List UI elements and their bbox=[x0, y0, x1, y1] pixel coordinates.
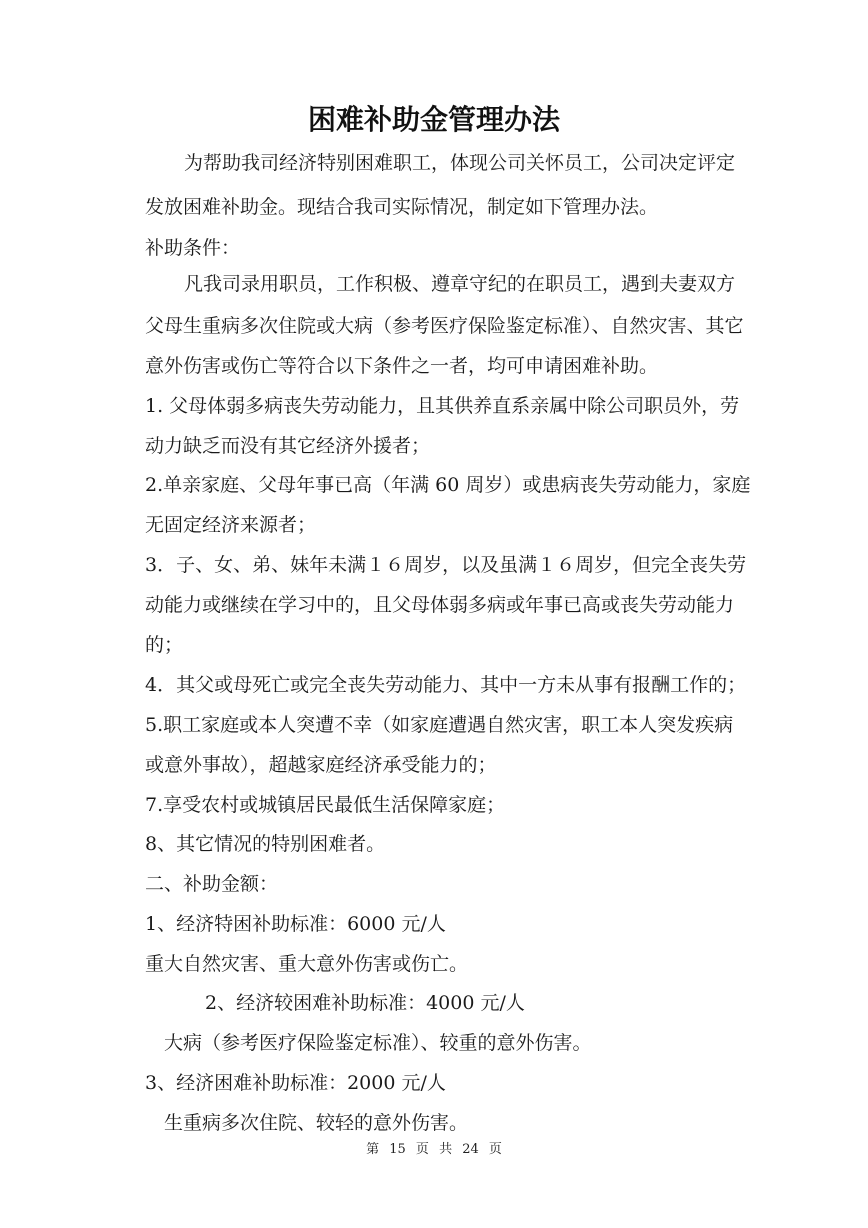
paragraph-line: 意外伤害或伤亡等符合以下条件之一者，均可申请困难补助。 bbox=[145, 355, 659, 377]
paragraph-line: 父母生重病多次住院或大病（参考医疗保险鉴定标准）、自然灾害、其它 bbox=[145, 315, 744, 337]
footer-total-prefix: 共 bbox=[439, 1142, 453, 1157]
list-item: 5.职工家庭或本人突遭不幸（如家庭遭遇自然灾害，职工本人突发疾病 bbox=[145, 714, 734, 736]
list-item: 3．子、女、弟、妹年未满１６周岁，以及虽满１６周岁，但完全丧失劳 bbox=[145, 554, 747, 576]
list-item: 8、其它情况的特别困难者。 bbox=[145, 833, 386, 855]
footer-total: 24 bbox=[462, 1142, 479, 1157]
document-title: 困难补助金管理办法 bbox=[307, 103, 560, 136]
paragraph-line: 生重病多次住院、较轻的意外伤害。 bbox=[164, 1112, 469, 1134]
list-item: 动能力或继续在学习中的，且父母体弱多病或年事已高或丧失劳动能力 bbox=[145, 594, 735, 616]
list-item: 3、经济困难补助标准：2000 元/人 bbox=[145, 1072, 446, 1094]
footer-page-unit: 页 bbox=[415, 1142, 429, 1157]
paragraph-line: 重大自然灾害、重大意外伤害或伤亡。 bbox=[145, 953, 469, 975]
list-item: 或意外事故），超越家庭经济承受能力的； bbox=[145, 754, 497, 776]
paragraph-line: 凡我司录用职员，工作积极、遵章守纪的在职员工，遇到夫妻双方 bbox=[184, 273, 736, 295]
list-item: 无固定经济来源者； bbox=[145, 514, 317, 536]
list-item: 1. 父母体弱多病丧失劳动能力，且其供养直系亲属中除公司职员外，劳 bbox=[145, 395, 740, 417]
list-item: 4．其父或母死亡或完全丧失劳动能力、其中一方未从事有报酬工作的； bbox=[145, 674, 747, 696]
paragraph-line: 为帮助我司经济特别困难职工，体现公司关怀员工，公司决定评定 bbox=[184, 152, 736, 174]
page-number-footer bbox=[0, 1138, 868, 1157]
footer-page: 15 bbox=[389, 1142, 406, 1157]
list-item: 2.单亲家庭、父母年事已高（年满 60 周岁）或患病丧失劳动能力，家庭 bbox=[145, 474, 751, 496]
list-item: 7.享受农村或城镇居民最低生活保障家庭； bbox=[145, 794, 506, 816]
paragraph-line: 发放困难补助金。现结合我司实际情况，制定如下管理办法。 bbox=[145, 196, 659, 218]
section-heading: 补助条件： bbox=[145, 237, 241, 259]
footer-total-unit: 页 bbox=[488, 1142, 502, 1157]
list-item: 的； bbox=[145, 634, 184, 656]
list-item: 动力缺乏而没有其它经济外援者； bbox=[145, 435, 431, 457]
paragraph-line: 大病（参考医疗保险鉴定标准）、较重的意外伤害。 bbox=[164, 1032, 592, 1054]
list-item: 1、经济特困补助标准：6000 元/人 bbox=[145, 913, 446, 935]
list-item: 2、经济较困难补助标准：4000 元/人 bbox=[205, 992, 525, 1014]
section-heading: 二、补助金额： bbox=[145, 873, 279, 895]
footer-prefix: 第 bbox=[366, 1142, 380, 1157]
